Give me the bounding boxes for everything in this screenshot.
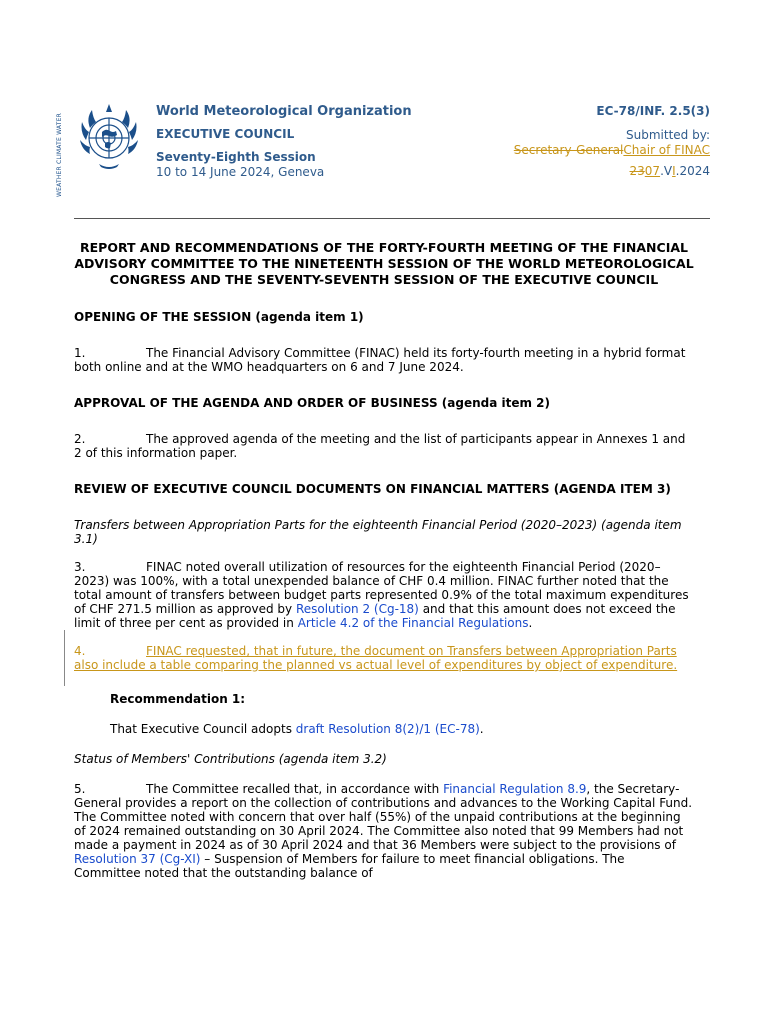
date-month-inserted: I bbox=[672, 164, 676, 178]
financial-regulation-link[interactable]: Financial Regulation 8.9 bbox=[443, 782, 587, 796]
resolution-37-link[interactable]: Resolution 37 (Cg-XI) bbox=[74, 852, 201, 866]
section-heading-review: REVIEW OF EXECUTIVE COUNCIL DOCUMENTS ON FINANCIAL MATTERS (AGENDA ITEM 3) bbox=[74, 482, 671, 496]
change-bar bbox=[64, 644, 65, 686]
document-body bbox=[74, 240, 694, 902]
section-heading-opening: OPENING OF THE SESSION (agenda item 1) bbox=[74, 310, 364, 324]
paragraph-1: 1. The Financial Advisory Committee (FINAC) held its forty-fourth meeting in a hybrid format both online and at the WMO headquarters on 6 and 7 June 2024. bbox=[74, 346, 686, 374]
date-inserted: 07 bbox=[644, 164, 661, 178]
paragraph-4-inserted: 4. FINAC requested, that in future, the document on Transfers between Appropriation Parts also include a table comparing the planned vs actual level of expenditures by object of expenditure. bbox=[74, 644, 694, 672]
subheading-item-3-1: Transfers between Appropriation Parts for the eighteenth Financial Period (2020–2023) (agenda item 3.1) bbox=[74, 518, 682, 546]
session-name: Seventy-Eighth Session bbox=[156, 150, 316, 164]
session-dates: 10 to 14 June 2024, Geneva bbox=[156, 165, 325, 179]
draft-resolution-link[interactable]: draft Resolution 8(2)/1 (EC-78) bbox=[295, 722, 480, 736]
section-heading-approval: APPROVAL OF THE AGENDA AND ORDER OF BUSINESS (agenda item 2) bbox=[74, 396, 551, 410]
subheading-item-3-2: Status of Members' Contributions (agenda item 3.2) bbox=[74, 752, 387, 766]
resolution-2-link[interactable]: Resolution 2 (Cg-18) bbox=[295, 602, 419, 616]
paragraph-3: 3. FINAC noted overall utilization of resources for the eighteenth Financial Period (2020–2023) was 100%, with a total unexpended balance of CHF 0.4 million. FINAC further noted that the total amount of transfers between budget parts represented 0.9% of the total maximum expenditures of CHF 271.5 million as approved by Resolution 2 (Cg-18) and that this amount does not exceed the limit of three per cent as provided in Article 4.2 of the Financial Regulations. bbox=[74, 560, 694, 630]
document-date bbox=[490, 164, 710, 178]
wmo-logo-icon bbox=[72, 100, 146, 174]
org-name: World Meteorological Organization bbox=[156, 104, 412, 119]
submitter-deleted: Secretary-General bbox=[513, 143, 624, 157]
document-ref: EC-78/INF. 2.5(3) bbox=[596, 104, 710, 118]
submitter-inserted: Chair of FINAC bbox=[623, 143, 710, 157]
date-year: .2024 bbox=[675, 164, 710, 178]
paragraph-5: 5. The Committee recalled that, in accordance with Financial Regulation 8.9, the Secretary-General provides a report on the collection of contributions and advances to the Working Capital Fund. The Committee noted with concern that over half (55%) of the unpaid contributions at the beginning of 2024 remained outstanding on 30 April 2024. The Committee also noted that 99 Members had not made a payment in 2024 as of 30 April 2024 and that 36 Members were subject to the provisions of Resolution 37 (Cg-XI) – Suspension of Members for failure to meet financial obligations. The Committee noted that the outstanding balance of bbox=[74, 782, 693, 880]
paragraph-2: 2. The approved agenda of the meeting and the list of participants appear in Annexes 1 and 2 of this information paper. bbox=[74, 432, 686, 460]
date-deleted: 23 bbox=[629, 164, 645, 178]
change-bar bbox=[64, 630, 65, 644]
date-month-sep: .V bbox=[660, 164, 673, 178]
document-reference-block bbox=[490, 104, 710, 178]
organization-block bbox=[156, 104, 412, 179]
article-4-2-link[interactable]: Article 4.2 of the Financial Regulations bbox=[297, 616, 529, 630]
vertical-tagline: WEATHER CLIMATE WATER bbox=[56, 113, 63, 197]
header-divider bbox=[74, 218, 710, 219]
submitted-by-label: Submitted by: bbox=[626, 128, 710, 142]
report-title: REPORT AND RECOMMENDATIONS OF THE FORTY-FOURTH MEETING OF THE FINANCIAL ADVISORY COMMITTEE TO THE NINETEENTH SESSION OF THE WORLD METEOROLOGICAL CONGRESS AND THE SEVENTY-SEVENTH SESSION OF THE EXECUTIVE COUNCIL bbox=[74, 240, 694, 287]
recommendation-1-heading: Recommendation 1: bbox=[110, 692, 246, 706]
submitter bbox=[490, 143, 710, 158]
recommendation-1-text: That Executive Council adopts draft Resolution 8(2)/1 (EC-78). bbox=[110, 722, 484, 736]
council-name: EXECUTIVE COUNCIL bbox=[156, 127, 295, 141]
